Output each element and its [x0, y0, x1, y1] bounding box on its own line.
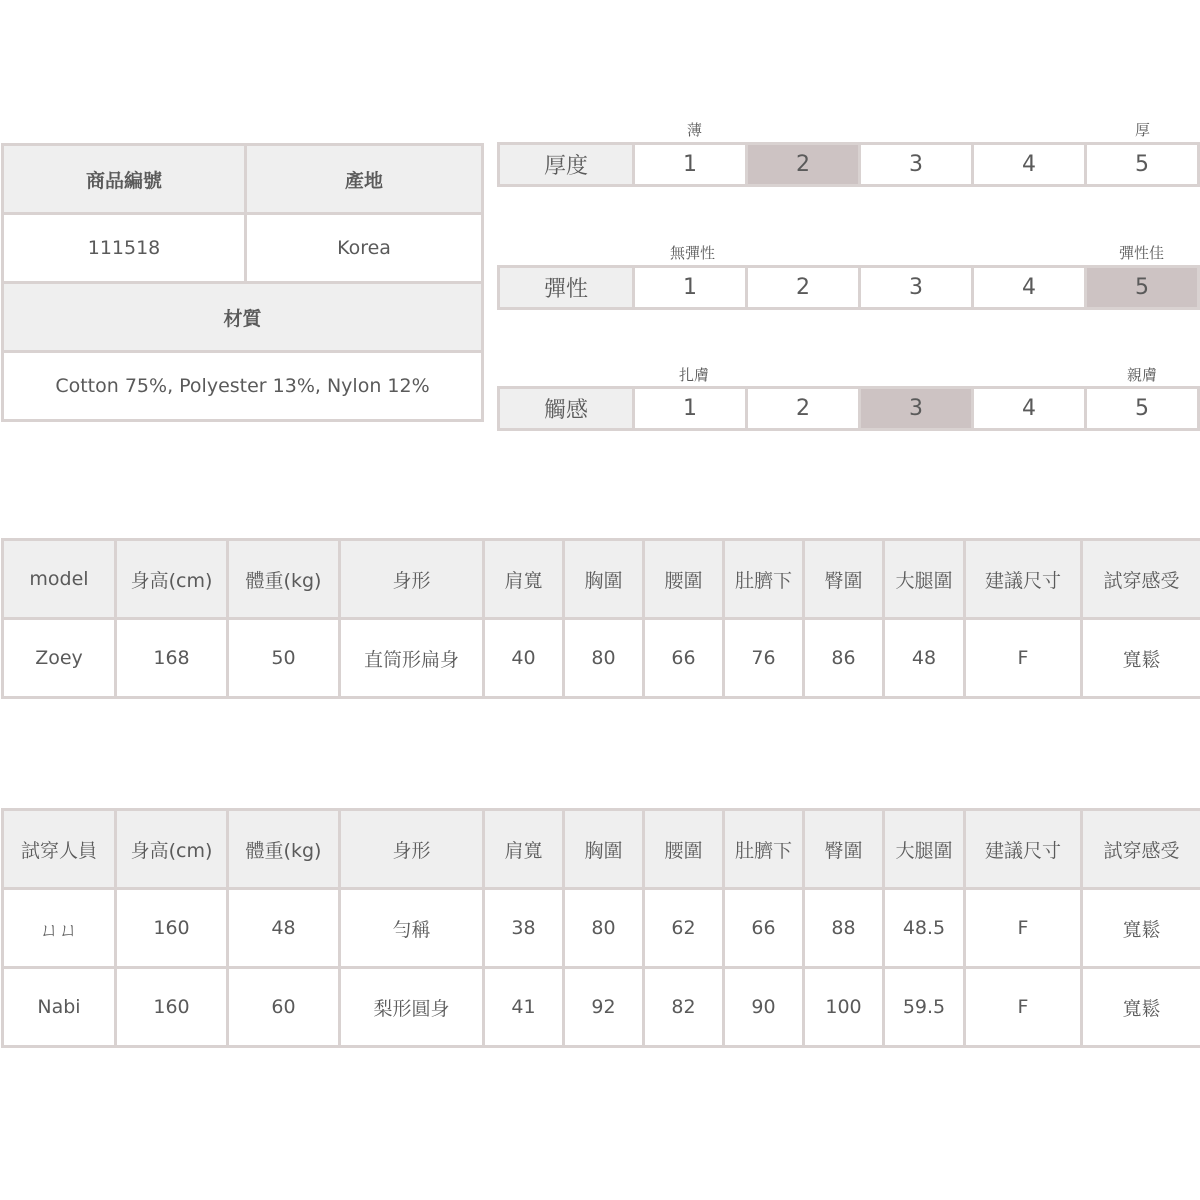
table-cell: 62: [644, 889, 724, 968]
table-cell: 90: [724, 968, 804, 1047]
table-cell: Zoey: [3, 619, 116, 698]
thickness-low-label: 薄: [687, 121, 703, 139]
header-cell: 身高(cm): [116, 540, 228, 619]
header-cell: 試穿感受: [1082, 810, 1200, 889]
scale-option: 4: [973, 144, 1086, 186]
elasticity-scale-title: 彈性: [499, 267, 634, 309]
header-cell: model: [3, 540, 116, 619]
scale-option: 2: [747, 388, 860, 430]
table-cell: 86: [804, 619, 884, 698]
table-cell: 40: [484, 619, 564, 698]
table-cell: 梨形圓身: [340, 968, 484, 1047]
elasticity-low-label: 無彈性: [670, 244, 716, 262]
table-cell: 66: [644, 619, 724, 698]
table-cell: ㄩㄩ: [3, 889, 116, 968]
header-row: [3, 810, 1200, 889]
material-label: 材質: [3, 283, 483, 352]
product-code-label: 商品編號: [3, 145, 246, 214]
table-row: [3, 889, 1200, 968]
scale-option: 3: [860, 267, 973, 309]
scale-option: 3: [860, 144, 973, 186]
touch-scale-title: 觸感: [499, 388, 634, 430]
table-cell: F: [965, 619, 1082, 698]
table-cell: 160: [116, 968, 228, 1047]
header-cell: 體重(kg): [228, 540, 340, 619]
table-cell: 88: [804, 889, 884, 968]
header-cell: 胸圍: [564, 540, 644, 619]
table-cell: F: [965, 889, 1082, 968]
material-value: Cotton 75%, Polyester 13%, Nylon 12%: [3, 352, 483, 421]
table-cell: 38: [484, 889, 564, 968]
table-row: [3, 619, 1200, 698]
table-row: [3, 968, 1200, 1047]
header-cell: 建議尺寸: [965, 540, 1082, 619]
scale-option: 5: [1086, 144, 1199, 186]
table-cell: F: [965, 968, 1082, 1047]
header-cell: 肩寬: [484, 540, 564, 619]
table-cell: 160: [116, 889, 228, 968]
touch-high-label: 親膚: [1127, 366, 1158, 384]
model-measurement-table: [1, 538, 1200, 699]
table-cell: 66: [724, 889, 804, 968]
header-cell: 大腿圍: [884, 540, 965, 619]
elasticity-high-label: 彈性佳: [1119, 244, 1165, 262]
scale-option: 4: [973, 267, 1086, 309]
scale-option: 1: [634, 388, 747, 430]
header-cell: 大腿圍: [884, 810, 965, 889]
table-cell: 168: [116, 619, 228, 698]
header-cell: 身形: [340, 540, 484, 619]
table-cell: 寬鬆: [1082, 968, 1200, 1047]
header-cell: 試穿感受: [1082, 540, 1200, 619]
table-cell: 48.5: [884, 889, 965, 968]
scale-option: 2: [747, 267, 860, 309]
header-cell: 臀圍: [804, 540, 884, 619]
elasticity-scale: [497, 265, 1200, 310]
header-cell: 肚臍下: [724, 540, 804, 619]
table-cell: 寬鬆: [1082, 619, 1200, 698]
table-cell: Nabi: [3, 968, 116, 1047]
touch-scale-ends: [497, 364, 1200, 384]
thickness-scale: [497, 142, 1200, 187]
origin-value: Korea: [246, 214, 483, 283]
table-cell: 60: [228, 968, 340, 1047]
scale-option: 5: [1086, 388, 1199, 430]
header-cell: 身高(cm): [116, 810, 228, 889]
scale-option-selected: 2: [747, 144, 860, 186]
header-cell: 臀圍: [804, 810, 884, 889]
table-cell: 80: [564, 619, 644, 698]
tryon-measurement-table: [1, 808, 1200, 1048]
header-cell: 肩寬: [484, 810, 564, 889]
scale-option-selected: 5: [1086, 267, 1199, 309]
header-row: [3, 540, 1200, 619]
header-cell: 肚臍下: [724, 810, 804, 889]
elasticity-scale-ends: [497, 242, 1200, 262]
product-code-value: 111518: [3, 214, 246, 283]
scale-option: 1: [634, 267, 747, 309]
header-cell: 腰圍: [644, 540, 724, 619]
table-cell: 92: [564, 968, 644, 1047]
product-info-table: [1, 143, 484, 422]
header-cell: 試穿人員: [3, 810, 116, 889]
table-cell: 48: [228, 889, 340, 968]
header-cell: 腰圍: [644, 810, 724, 889]
header-cell: 體重(kg): [228, 810, 340, 889]
origin-label: 產地: [246, 145, 483, 214]
scale-option: 1: [634, 144, 747, 186]
table-cell: 48: [884, 619, 965, 698]
table-cell: 80: [564, 889, 644, 968]
table-cell: 41: [484, 968, 564, 1047]
header-cell: 身形: [340, 810, 484, 889]
table-cell: 59.5: [884, 968, 965, 1047]
touch-low-label: 扎膚: [679, 366, 710, 384]
header-cell: 胸圍: [564, 810, 644, 889]
table-cell: 勻稱: [340, 889, 484, 968]
table-cell: 寬鬆: [1082, 889, 1200, 968]
table-cell: 100: [804, 968, 884, 1047]
table-cell: 76: [724, 619, 804, 698]
table-cell: 直筒形扁身: [340, 619, 484, 698]
scale-option: 4: [973, 388, 1086, 430]
thickness-scale-ends: [497, 119, 1200, 139]
table-cell: 82: [644, 968, 724, 1047]
thickness-high-label: 厚: [1135, 121, 1151, 139]
thickness-scale-title: 厚度: [499, 144, 634, 186]
scale-option-selected: 3: [860, 388, 973, 430]
header-cell: 建議尺寸: [965, 810, 1082, 889]
touch-scale: [497, 386, 1200, 431]
table-cell: 50: [228, 619, 340, 698]
